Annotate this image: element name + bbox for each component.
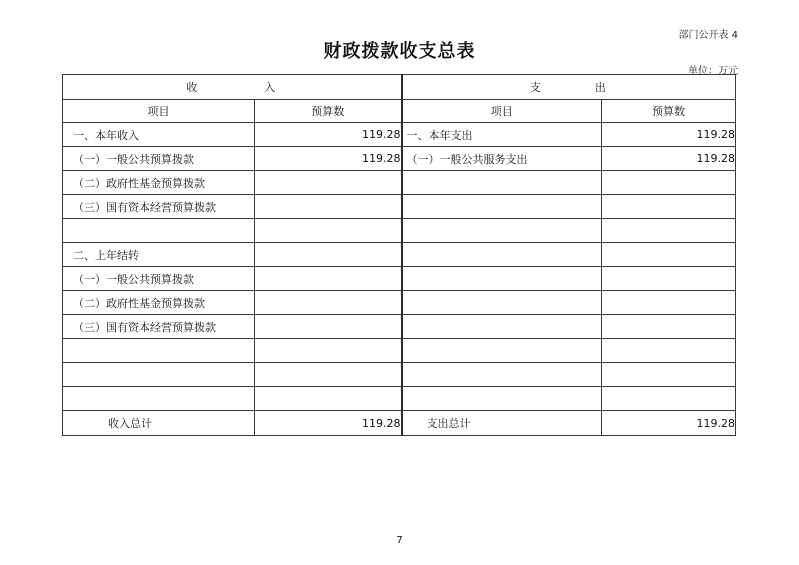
income-item: （一）一般公共预算拨款	[63, 147, 255, 171]
expense-item	[402, 291, 602, 315]
expense-item-header: 项目	[402, 100, 602, 123]
income-item-header: 项目	[63, 100, 255, 123]
expense-value: 119.28	[602, 123, 736, 147]
expense-item	[402, 243, 602, 267]
income-item: （二）政府性基金预算拨款	[63, 291, 255, 315]
expense-item	[402, 195, 602, 219]
income-budget-header: 预算数	[255, 100, 402, 123]
expense-item	[402, 315, 602, 339]
income-value: 119.28	[255, 147, 402, 171]
income-total-value: 119.28	[255, 411, 402, 436]
income-value	[255, 291, 402, 315]
income-item	[63, 387, 255, 411]
expense-item: 一、本年支出	[402, 123, 602, 147]
income-value	[255, 243, 402, 267]
table-row	[63, 243, 736, 267]
income-item: 一、本年收入	[63, 123, 255, 147]
expense-value	[602, 315, 736, 339]
expense-value	[602, 363, 736, 387]
expense-item	[402, 363, 602, 387]
document-code: 部门公开表 4	[678, 30, 738, 41]
expense-item	[402, 387, 602, 411]
page-number: 7	[396, 535, 403, 546]
income-value	[255, 171, 402, 195]
expense-item	[402, 219, 602, 243]
expense-value	[602, 243, 736, 267]
table-row	[63, 219, 736, 243]
income-section-header: 收 入	[63, 75, 402, 100]
table-row	[63, 123, 736, 147]
income-value	[255, 363, 402, 387]
income-item: 二、上年结转	[63, 243, 255, 267]
budget-table	[62, 74, 736, 436]
expense-total-label: 支出总计	[402, 411, 602, 436]
table-row	[63, 387, 736, 411]
table-row	[63, 363, 736, 387]
expense-value	[602, 387, 736, 411]
income-value	[255, 219, 402, 243]
table-row	[63, 147, 736, 171]
expense-total-value: 119.28	[602, 411, 736, 436]
expense-item: （一）一般公共服务支出	[402, 147, 602, 171]
income-value	[255, 339, 402, 363]
table-row	[63, 339, 736, 363]
column-header-row	[63, 100, 736, 123]
income-value	[255, 315, 402, 339]
income-item: （三）国有资本经营预算拨款	[63, 315, 255, 339]
table-row	[63, 195, 736, 219]
income-value: 119.28	[255, 123, 402, 147]
section-header-row	[63, 75, 736, 100]
income-item	[63, 219, 255, 243]
income-item	[63, 339, 255, 363]
table-row	[63, 315, 736, 339]
expense-value: 119.28	[602, 147, 736, 171]
table-row	[63, 171, 736, 195]
income-item: （三）国有资本经营预算拨款	[63, 195, 255, 219]
total-row	[63, 411, 736, 436]
unit-label: 单位：万元	[688, 66, 738, 77]
table-row	[63, 291, 736, 315]
page-title: 财政拨款收支总表	[323, 41, 476, 62]
expense-value	[602, 291, 736, 315]
table-row	[63, 267, 736, 291]
expense-section-header: 支 出	[402, 75, 736, 100]
expense-item	[402, 339, 602, 363]
income-item	[63, 363, 255, 387]
income-total-label: 收入总计	[63, 411, 255, 436]
income-item: （一）一般公共预算拨款	[63, 267, 255, 291]
expense-value	[602, 171, 736, 195]
expense-value	[602, 219, 736, 243]
income-value	[255, 387, 402, 411]
income-item: （二）政府性基金预算拨款	[63, 171, 255, 195]
expense-value	[602, 195, 736, 219]
income-value	[255, 195, 402, 219]
expense-value	[602, 267, 736, 291]
income-value	[255, 267, 402, 291]
expense-item	[402, 267, 602, 291]
expense-item	[402, 171, 602, 195]
expense-value	[602, 339, 736, 363]
expense-budget-header: 预算数	[602, 100, 736, 123]
